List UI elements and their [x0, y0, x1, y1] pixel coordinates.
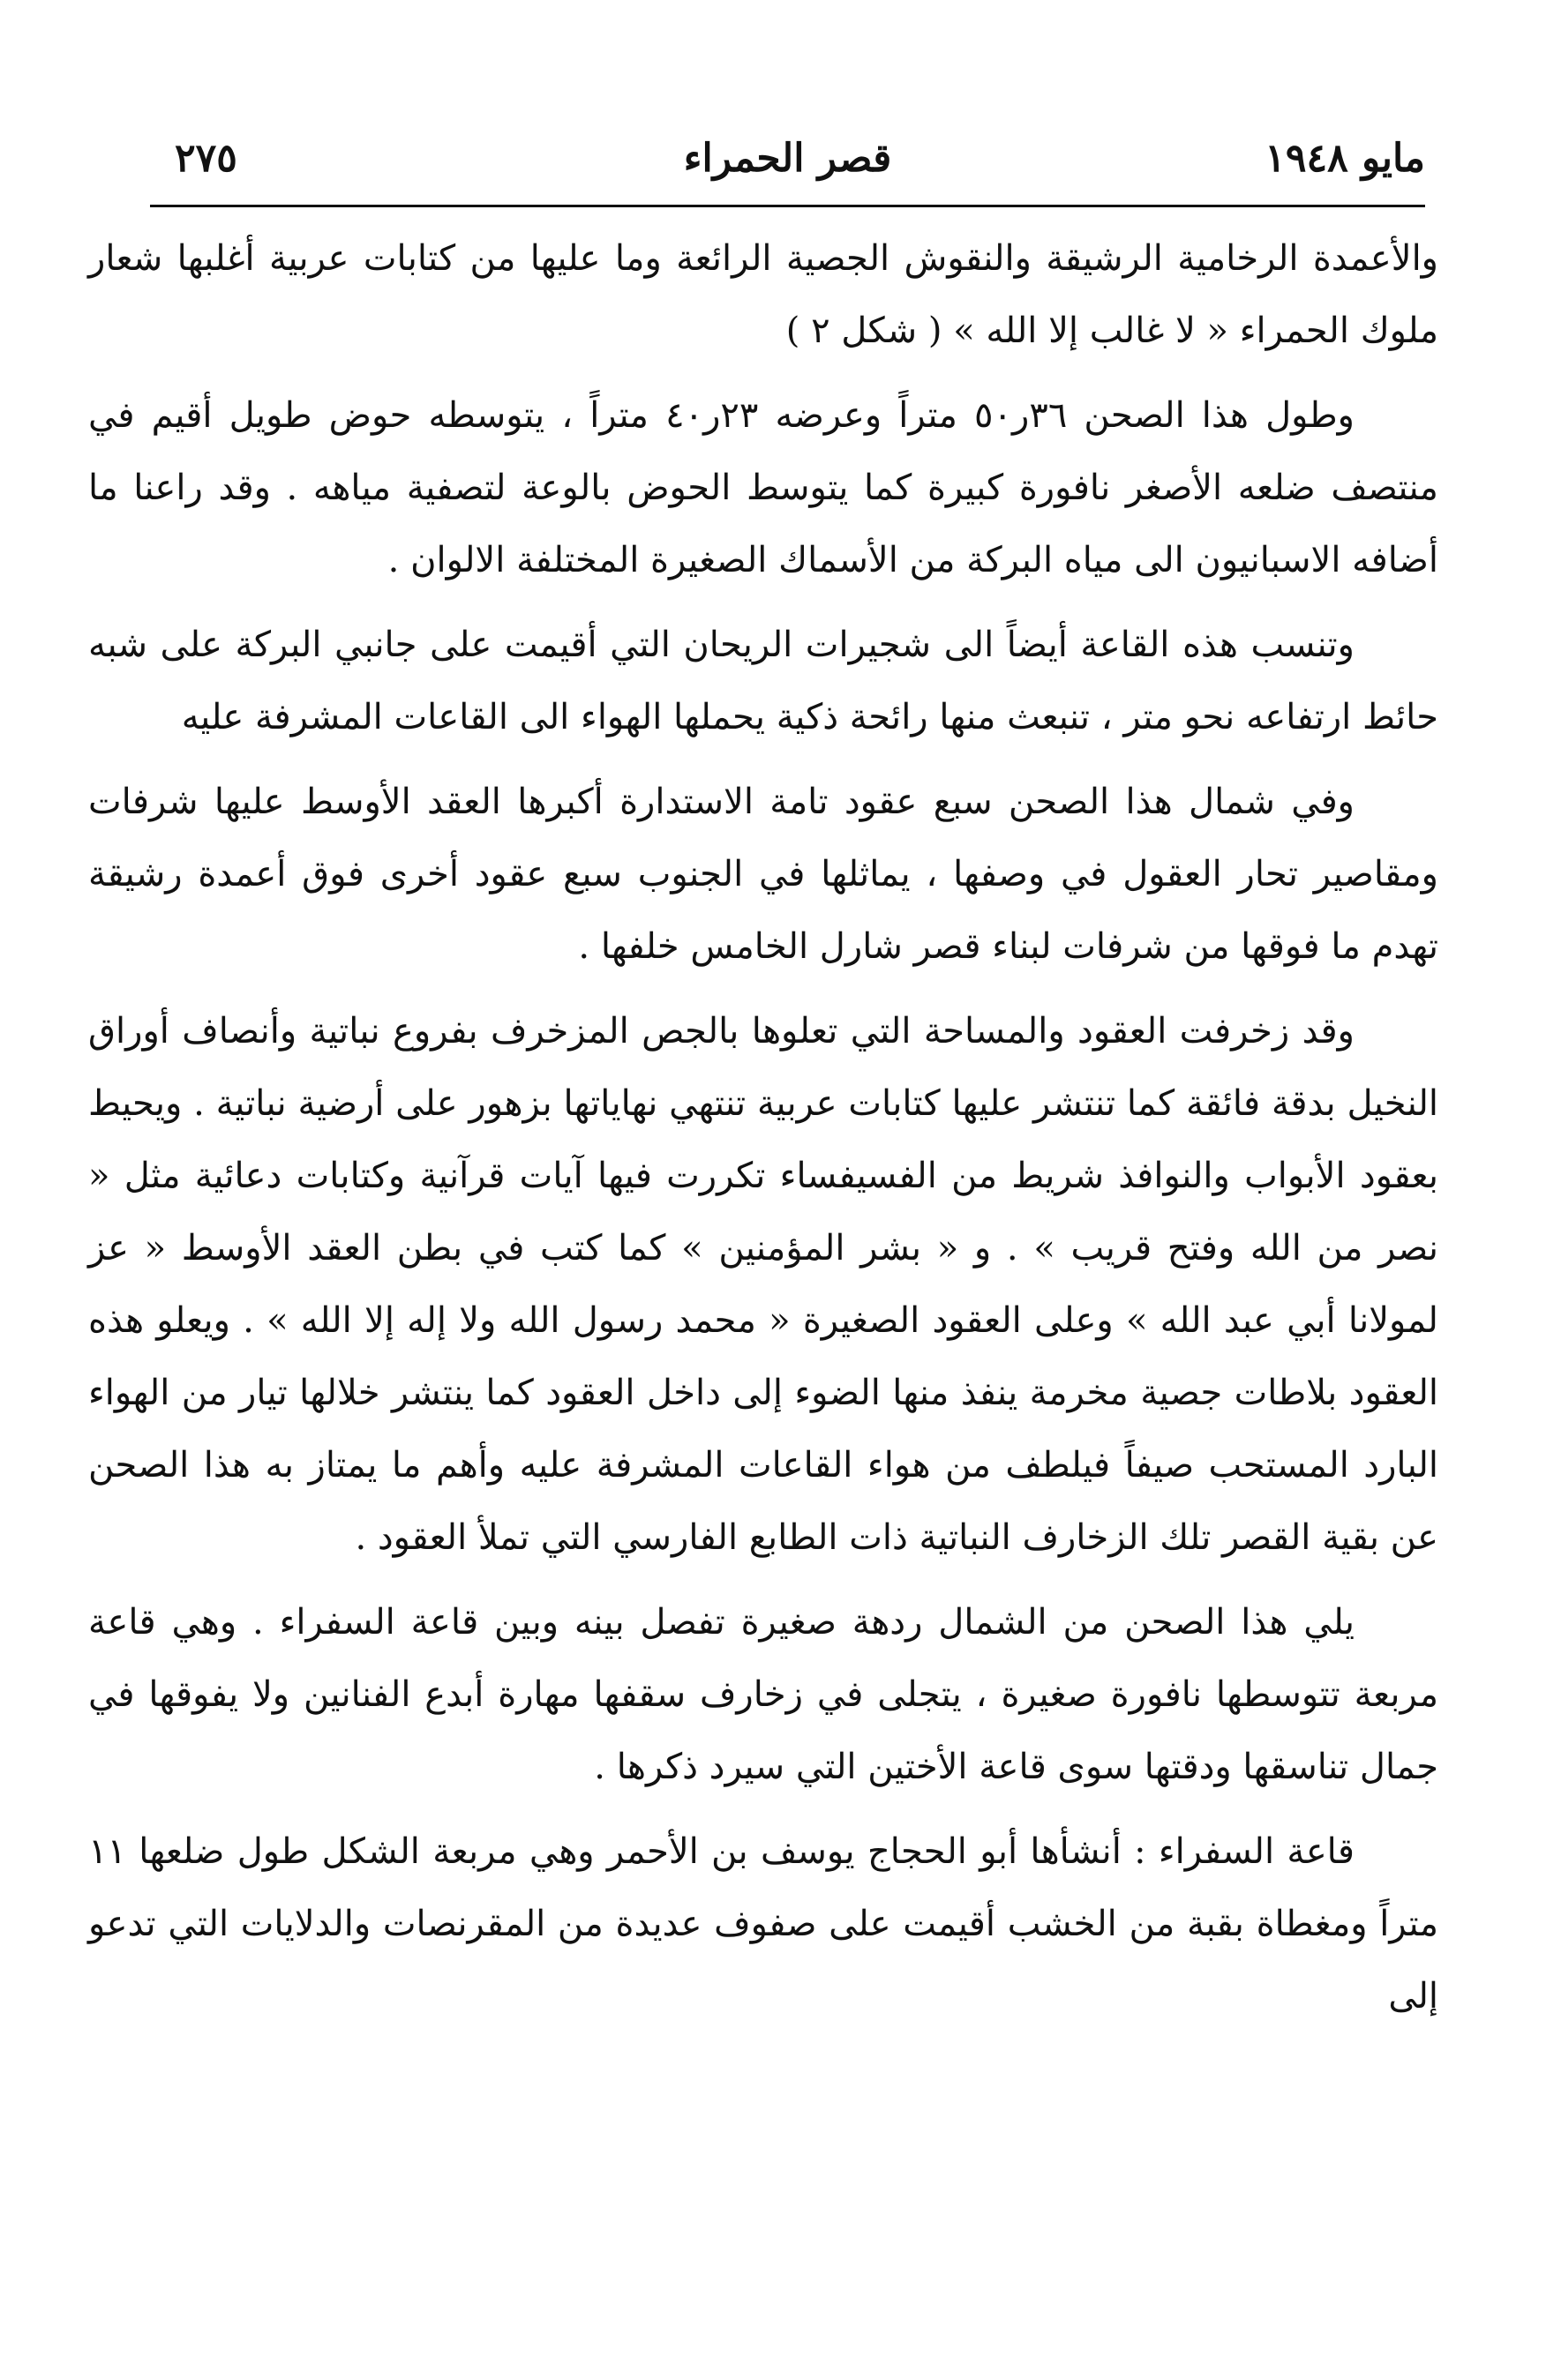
page-number: ٢٧٥: [175, 136, 237, 181]
paragraph: يلي هذا الصحن من الشمال ردهة صغيرة تفصل بينه وبين قاعة السفراء . وهي قاعة مربعة تتوسطها نافورة صغيرة ، يتجلى في زخارف سقفها مهارة أبدع الفنانين ولا يفوقها في جمال تناسقها ودقتها سوى قاعة الأختين التي سيرد ذكرها .: [88, 1602, 1438, 1787]
paragraph: وتنسب هذه القاعة أيضاً الى شجيرات الريحان التي أقيمت على جانبي البركة على شبه حائط ارتفاعه نحو متر ، تنبعث منها رائحة ذكية يحملها الهواء الى القاعات المشرفة عليه: [88, 625, 1438, 737]
body-text: [88, 222, 1438, 2032]
running-header: [150, 132, 1425, 194]
header-title: قصر الحمراء: [683, 136, 892, 181]
paragraph: قاعة السفراء : أنشأها أبو الحجاج يوسف بن الأحمر وهي مربعة الشكل طول ضلعها ١١ متراً ومغطاة بقبة من الخشب أقيمت على صفوف عديدة من المقرنصات والدلايات التي تدعو إلى: [88, 1831, 1438, 2017]
paragraph: وقد زخرفت العقود والمساحة التي تعلوها بالجص المزخرف بفروع نباتية وأنصاف أوراق النخيل بدقة فائقة كما تنتشر عليها كتابات عربية تنتهي نهاياتها بزهور على أرضية نباتية . ويحيط بعقود الأبواب والنوافذ شريط من الفسيفساء تكررت فيها آيات قرآنية وكتابات دعائية مثل « نصر من الله وفتح قريب » . و « بشر المؤمنين » كما كتب في بطن العقد الأوسط « عز لمولانا أبي عبد الله » وعلى العقود الصغيرة « محمد رسول الله ولا إله إلا الله » . ويعلو هذه العقود بلاطات جصية مخرمة ينفذ منها الضوء إلى داخل العقود كما ينتشر خلالها تيار من الهواء البارد المستحب صيفاً فيلطف من هواء القاعات المشرفة عليه وأهم ما يمتاز به هذا الصحن عن بقية القصر تلك الزخارف النباتية ذات الطابع الفارسي التي تملأ العقود .: [88, 1011, 1438, 1558]
header-date: مايو ١٩٤٨: [1265, 136, 1425, 181]
paragraph: وطول هذا الصحن ٣٦ر٥٠ متراً وعرضه ٢٣ر٤٠ متراً ، يتوسطه حوض طويل أقيم في منتصف ضلعه الأصغر نافورة كبيرة كما يتوسط الحوض بالوعة لتصفية مياهه . وقد راعنا ما أضافه الاسبانيون الى مياه البركة من الأسماك الصغيرة المختلفة الالوان .: [88, 395, 1438, 580]
paragraph: والأعمدة الرخامية الرشيقة والنقوش الجصية الرائعة وما عليها من كتابات عربية أغلبها شعار ملوك الحمراء « لا غالب إلا الله » ( شكل ٢ ): [88, 238, 1438, 351]
header-rule: [150, 205, 1425, 207]
paragraph: وفي شمال هذا الصحن سبع عقود تامة الاستدارة أكبرها العقد الأوسط عليها شرفات ومقاصير تحار العقول في وصفها ، يماثلها في الجنوب سبع عقود أخرى فوق أعمدة رشيقة تهدم ما فوقها من شرفات لبناء قصر شارل الخامس خلفها .: [88, 782, 1438, 967]
